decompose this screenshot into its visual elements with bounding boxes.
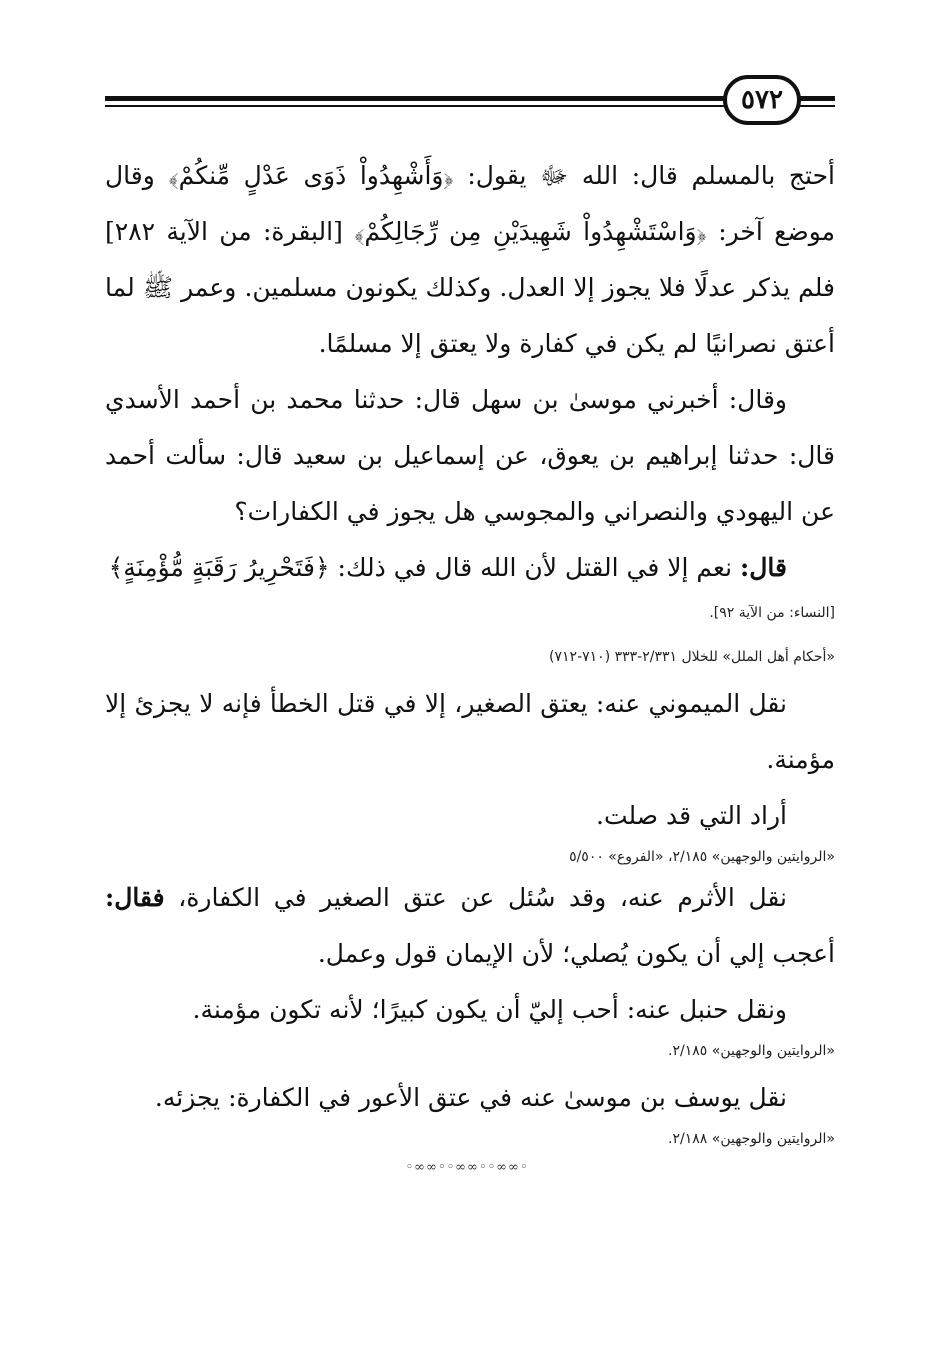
citation: «أحكام أهل الملل» للخلال ٢/٣٣١-٣٣٣ (٧١٠-٧١٢): [549, 649, 835, 665]
end-ornament: ◦∞∞◦◦∞∞◦◦∞∞◦: [405, 1160, 529, 1175]
header-rule-end: [795, 96, 835, 101]
paragraph-2: وقال: أخبرني موسىٰ بن سهل قال: حدثنا محمد بن أحمد الأسدي قال: حدثنا إبراهيم بن يعوق، عن إسماعيل بن سعيد قال: سألت أحمد عن اليهودي والنصراني والمجوسي هل يجوز في الكفارات؟: [105, 385, 835, 526]
citation: «الروايتين والوجهين» ٢/١٨٥، «الفروع» ٥/٥٠٠: [569, 849, 835, 865]
citation: «الروايتين والوجهين» ٢/١٨٨.: [668, 1131, 835, 1147]
paragraph-6-text-2: أعجب إلي أن يكون يُصلي؛ لأن الإيمان قول وعمل.: [317, 939, 835, 968]
paragraph-5: أراد التي قد صلت.: [596, 801, 787, 830]
paragraph-6: [105, 870, 835, 982]
header-rule-thin: [105, 105, 730, 107]
header-rule: [105, 96, 730, 101]
header-rule-end-thin: [795, 105, 835, 107]
page-number: ٥٧٢: [723, 75, 801, 125]
citation: «الروايتين والوجهين» ٢/١٨٥.: [668, 1043, 835, 1059]
paragraph-7: ونقل حنبل عنه: أحب إليّ أن يكون كبيرًا؛ لأنه تكون مؤمنة.: [192, 995, 787, 1024]
speaker-label: فقال:: [105, 883, 165, 912]
paragraph-3-text: نعم إلا في القتل لأن الله قال في ذلك: ﴿فَتَحْرِيرُ رَقَبَةٍ مُّؤْمِنَةٍ﴾: [108, 553, 741, 582]
page-header: [105, 72, 835, 132]
citation: [النساء: من الآية ٩٢].: [709, 605, 835, 621]
paragraph-1: أحتج بالمسلم قال: الله ﷻ يقول: ﴿وَأَشْهِدُواْ ذَوَى عَدْلٍ مِّنكُمْ﴾ وقال موضع آخر: ﴿وَاسْتَشْهِدُواْ شَهِيدَيْنِ مِن رِّجَالِكُمْ﴾ [البقرة: من الآية ٢٨٢] فلم يذكر عدلًا فلا يجوز إلا العدل. وكذلك يكونون مسلمين. وعمر ﷺ لما أعتق نصرانيًا لم يكن في كفارة ولا يعتق إلا مسلمًا.: [105, 161, 835, 358]
speaker-label: قال:: [740, 553, 787, 582]
paragraph-8: نقل يوسف بن موسىٰ عنه في عتق الأعور في الكفارة: يجزئه.: [154, 1083, 787, 1112]
page-body: [105, 148, 835, 1152]
paragraph-6-text: نقل الأثرم عنه، وقد سُئل عن عتق الصغير في الكفارة،: [178, 883, 787, 912]
paragraph-3: [105, 540, 835, 596]
paragraph-4: نقل الميموني عنه: يعتق الصغير، إلا في قتل الخطأ فإنه لا يجزئ إلا مؤمنة.: [105, 689, 835, 774]
